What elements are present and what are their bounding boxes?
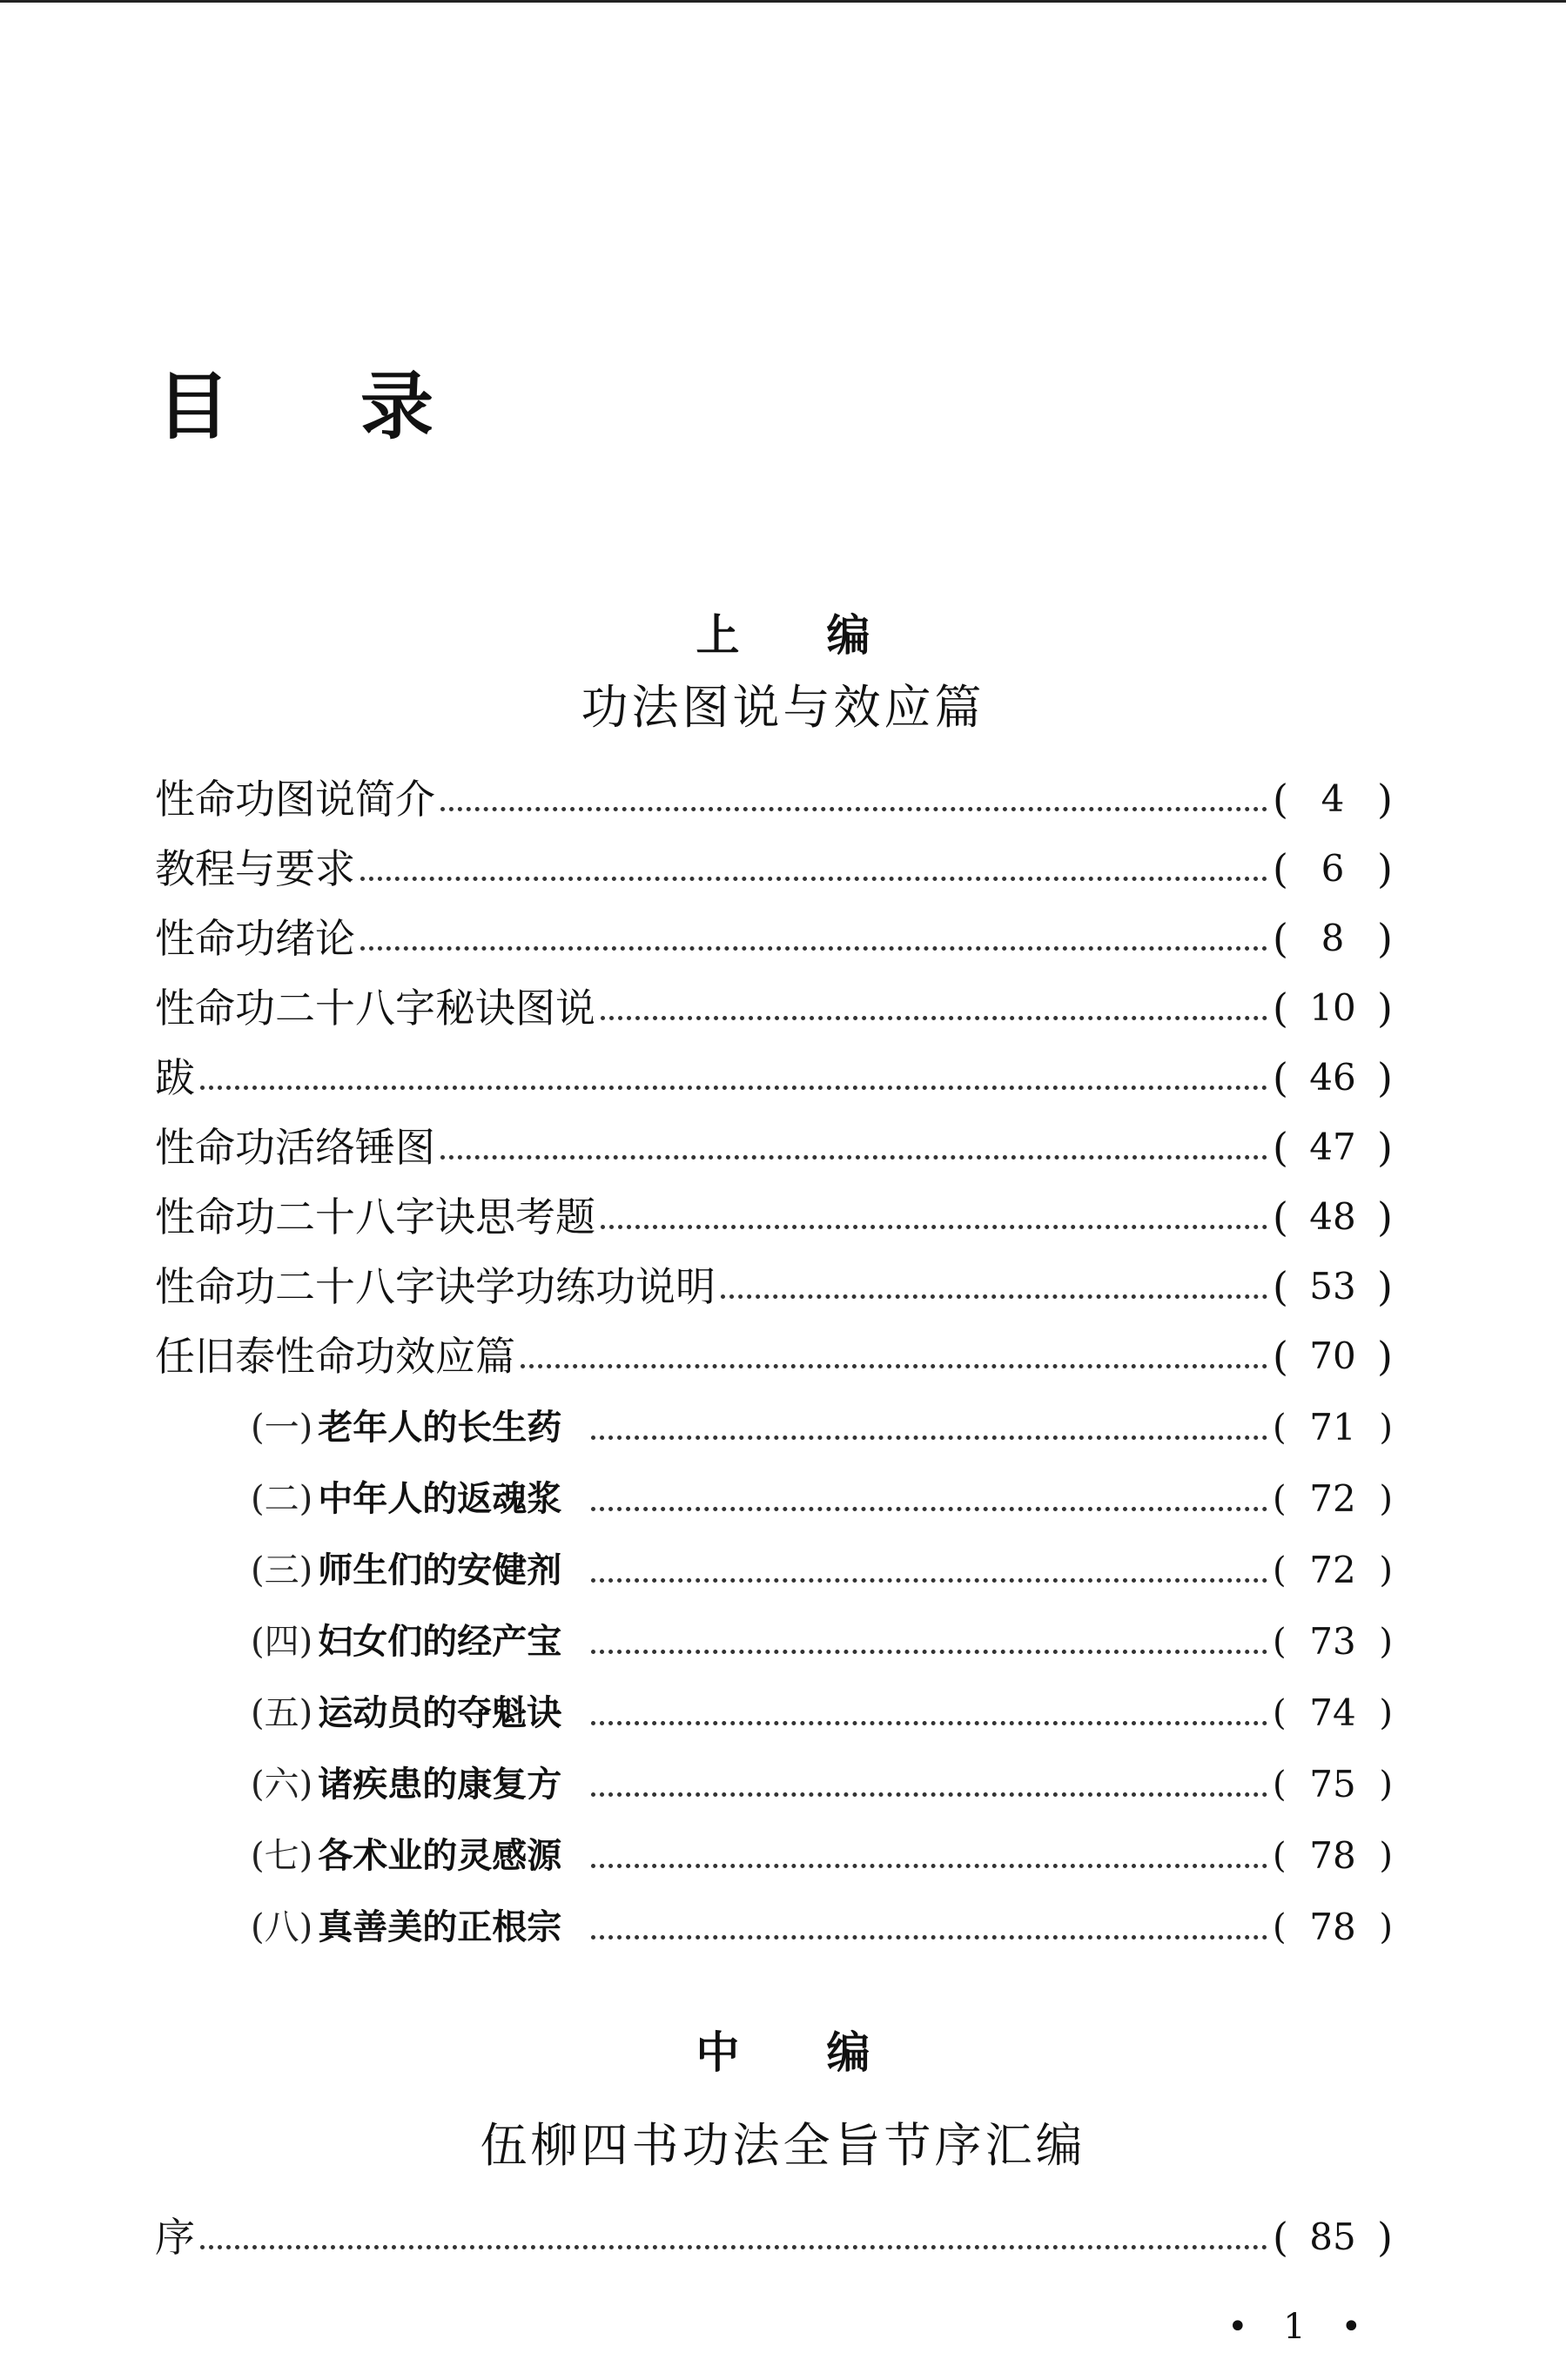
toc-subentry-title: 运动员的夺魁诀 <box>318 1692 562 1733</box>
dot-leader <box>591 1864 1267 1868</box>
dot-leader <box>521 1364 1267 1368</box>
dot-leader <box>591 1650 1267 1654</box>
part2-label-char-1: 中 <box>696 2027 740 2078</box>
toc-subentry-number: (六) <box>251 1765 313 1805</box>
toc-entry-page: ( 47 ) <box>1273 1124 1393 1171</box>
part1-label-char-2: 编 <box>826 609 870 661</box>
toc-entry-title: 性命功活络锤图 <box>155 1124 435 1171</box>
dot-leader <box>591 1435 1267 1440</box>
toc-entry[interactable] <box>155 1261 1393 1313</box>
dot-leader <box>591 1578 1267 1583</box>
top-border <box>0 0 1566 3</box>
toc-entry-page: ( 48 ) <box>1273 1193 1393 1240</box>
toc-entry-title: 序 <box>155 2214 195 2261</box>
toc-entry-title: 任旧泰性命功效应篇 <box>155 1333 515 1380</box>
toc-subentry-page: ( 78 ) <box>1273 1906 1393 1948</box>
dot-leader <box>591 1721 1267 1725</box>
page-title <box>157 348 434 454</box>
toc-entry[interactable] <box>155 1191 1393 1243</box>
toc-subentry[interactable] <box>251 1616 1393 1668</box>
toc-entry[interactable] <box>155 912 1393 965</box>
dot-leader <box>591 1792 1267 1797</box>
toc-subentry-number: (五) <box>251 1693 313 1733</box>
toc-entry-title: 性命功绪论 <box>155 915 355 962</box>
toc-subentry[interactable] <box>251 1402 1393 1454</box>
dot-leader <box>440 1155 1267 1160</box>
toc-entry-title: 性命功二十八字诀思考题 <box>155 1193 595 1240</box>
toc-entry-page: ( 8 ) <box>1273 915 1393 962</box>
part1-label-char-1: 上 <box>696 609 740 661</box>
part2-label-char-2: 编 <box>826 2027 870 2078</box>
toc-entry[interactable] <box>155 1121 1393 1173</box>
toc-subentry[interactable] <box>251 1830 1393 1882</box>
toc-entry-page: ( 4 ) <box>1273 776 1393 823</box>
toc-entry-page: ( 46 ) <box>1273 1054 1393 1101</box>
toc-entry[interactable] <box>155 982 1393 1034</box>
toc-subentry[interactable] <box>251 1901 1393 1953</box>
toc-entry-page: ( 6 ) <box>1273 845 1393 892</box>
toc-entry[interactable] <box>155 843 1393 895</box>
toc-subentry-title: 真善美的正根宗 <box>318 1906 562 1947</box>
dot-leader <box>200 2245 1267 2249</box>
toc-subentry[interactable] <box>251 1473 1393 1525</box>
toc-entry-page: ( 53 ) <box>1273 1263 1393 1310</box>
page-number: • 1 • <box>1227 2307 1374 2347</box>
dot-leader <box>721 1294 1267 1299</box>
toc-subentry[interactable] <box>251 1544 1393 1597</box>
toc-subentry-page: ( 71 ) <box>1273 1406 1393 1449</box>
toc-subentry-page: ( 74 ) <box>1273 1691 1393 1734</box>
toc-subentry-title: 各术业的灵感源 <box>318 1835 562 1876</box>
toc-entry-title: 教程与要求 <box>155 845 355 892</box>
part1-title: 功法图说与效应篇 <box>581 680 985 735</box>
toc-entry-page: ( 85 ) <box>1273 2214 1393 2261</box>
toc-subentry-page: ( 78 ) <box>1273 1834 1393 1877</box>
toc-subentry-number: (三) <box>251 1550 313 1590</box>
toc-entry[interactable] <box>155 1052 1393 1104</box>
toc-subentry-page: ( 72 ) <box>1273 1477 1393 1520</box>
toc-entry-page: ( 70 ) <box>1273 1333 1393 1380</box>
toc-subentry-title: 老年人的长生药 <box>318 1407 562 1448</box>
toc-entry-title: 跋 <box>155 1054 195 1101</box>
toc-subentry-number: (八) <box>251 1907 313 1947</box>
toc-subentry-number: (一) <box>251 1408 313 1448</box>
toc-subentry[interactable] <box>251 1687 1393 1739</box>
dot-leader <box>360 946 1267 951</box>
dot-leader <box>591 1935 1267 1940</box>
toc-subentry-number: (七) <box>251 1836 313 1876</box>
toc-subentry-page: ( 73 ) <box>1273 1620 1393 1663</box>
toc-entry[interactable] <box>155 1330 1393 1382</box>
toc-entry-title: 性命功二十八字诀学功练功说明 <box>155 1263 716 1310</box>
dot-leader <box>601 1016 1267 1020</box>
toc-subentry-page: ( 75 ) <box>1273 1763 1393 1805</box>
title-char-1: 目 <box>157 363 231 449</box>
part2-title: 伍柳四书功法全旨节序汇编 <box>480 2118 1086 2173</box>
toc-entry-page: ( 10 ) <box>1273 985 1393 1032</box>
dot-leader <box>360 877 1267 881</box>
toc-subentry-title: 妇女们的经产宝 <box>318 1621 562 1662</box>
part2-label <box>0 2018 1566 2081</box>
dot-leader <box>200 1086 1267 1090</box>
toc-subentry-number: (二) <box>251 1479 313 1519</box>
toc-entry[interactable] <box>155 2211 1393 2263</box>
toc-subentry-title: 中年人的返魂浆 <box>318 1478 562 1519</box>
toc-subentry-title: 诸疾患的康复方 <box>318 1764 562 1805</box>
toc-subentry-number: (四) <box>251 1622 313 1662</box>
part1-label <box>0 601 1566 663</box>
dot-leader <box>440 807 1267 811</box>
title-char-2: 录 <box>360 363 434 449</box>
toc-entry-title: 性命功图说简介 <box>155 776 435 823</box>
dot-leader <box>591 1507 1267 1511</box>
toc-subentry[interactable] <box>251 1758 1393 1811</box>
dot-leader <box>601 1225 1267 1229</box>
toc-entry[interactable] <box>155 773 1393 825</box>
toc-subentry-page: ( 72 ) <box>1273 1549 1393 1591</box>
toc-entry-title: 性命功二十八字秘诀图说 <box>155 985 595 1032</box>
toc-subentry-title: 师生们的安健剂 <box>318 1550 562 1590</box>
